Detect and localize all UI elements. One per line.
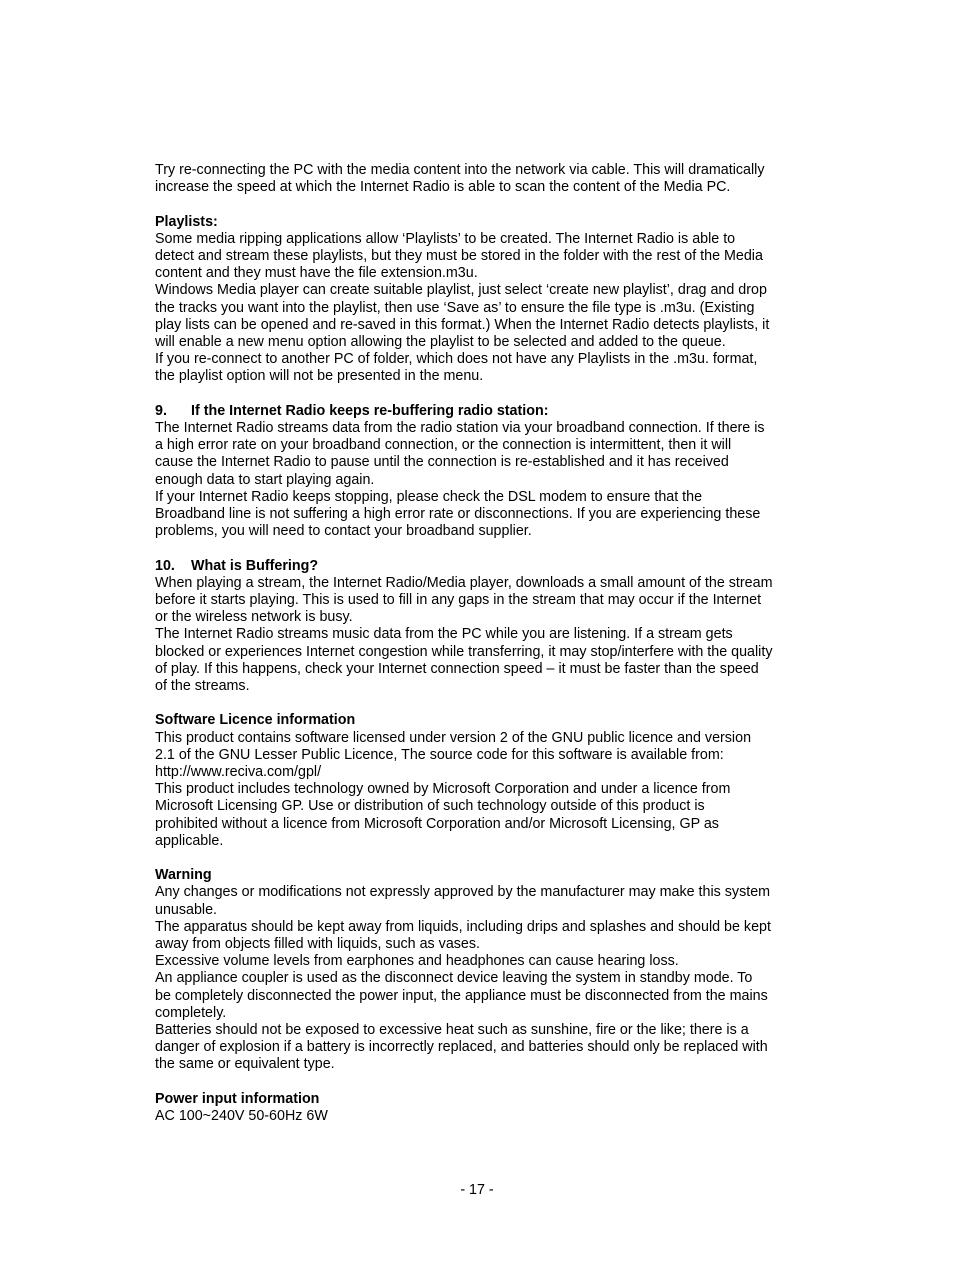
section-heading: Power input information — [155, 1090, 320, 1107]
section-heading — [155, 403, 805, 420]
page-body — [155, 162, 805, 1125]
text-line: An appliance coupler is used as the disconnect device leaving the system in standby mode. To — [155, 970, 753, 987]
text-line: enough data to start playing again. — [155, 471, 375, 488]
page-number: - 17 - — [460, 1182, 494, 1198]
text-line: a high error rate on your broadband connection, or the connection is intermittent, then it will — [155, 437, 732, 454]
section-number: 9. — [155, 402, 167, 419]
text-line: If your Internet Radio keeps stopping, please check the DSL modem to ensure that the — [155, 488, 703, 505]
section-heading: Software Licence information — [155, 712, 356, 729]
section-9 — [155, 403, 805, 541]
text-line: content and they must have the file extension.m3u. — [155, 265, 478, 282]
section-title: If the Internet Radio keeps re-buffering radio station: — [191, 402, 549, 419]
section-heading: Playlists: — [155, 213, 218, 230]
text-line: AC 100~240V 50-60Hz 6W — [155, 1108, 328, 1125]
text-line: unusable. — [155, 901, 218, 918]
text-line: The Internet Radio streams data from the radio station via your broadband connection. If there is — [155, 420, 765, 437]
text-line: The apparatus should be kept away from liquids, including drips and splashes and should be kept — [155, 918, 771, 935]
text-line: of play. If this happens, check your Internet connection speed – it must be faster than the speed — [155, 660, 759, 677]
text-line: the playlist option will not be presented in the menu. — [155, 368, 484, 385]
text-line: If you re-connect to another PC of folder, which does not have any Playlists in the .m3u. format, — [155, 351, 758, 368]
text-line: or the wireless network is busy. — [155, 609, 353, 626]
text-line: blocked or experiences Internet congestion while transferring, it may stop/interfere with the quality — [155, 643, 773, 660]
text-line: prohibited without a licence from Microsoft Corporation and/or Microsoft Licensing, GP as — [155, 815, 719, 832]
text-line: problems, you will need to contact your broadband supplier. — [155, 523, 532, 540]
text-line: before it starts playing. This is used to fill in any gaps in the stream that may occur if the Internet — [155, 592, 762, 609]
text-line: cause the Internet Radio to pause until the connection is re-established and it has received — [155, 454, 729, 471]
text-line: play lists can be opened and re-saved in this format.) When the Internet Radio detects playlists, it — [155, 316, 770, 333]
text-line: Any changes or modifications not expressly approved by the manufacturer may make this system — [155, 884, 771, 901]
text-line: Broadband line is not suffering a high error rate or disconnections. If you are experiencing these — [155, 506, 761, 523]
text-line: completely. — [155, 1004, 227, 1021]
text-line: This product includes technology owned by Microsoft Corporation and under a licence from — [155, 781, 731, 798]
section-number: 10. — [155, 557, 175, 574]
text-line: applicable. — [155, 832, 224, 849]
section-heading: Warning — [155, 867, 212, 884]
text-line: Try re-connecting the PC with the media content into the network via cable. This will dramatically — [155, 162, 765, 178]
intro-paragraph — [155, 162, 805, 196]
warning-section — [155, 867, 805, 1073]
text-line: be completely disconnected the power input, the appliance must be disconnected from the mains — [155, 987, 768, 1004]
playlists-section — [155, 214, 805, 386]
text-line: away from objects filled with liquids, such as vases. — [155, 936, 480, 953]
power-input-section — [155, 1091, 805, 1125]
text-line: the same or equivalent type. — [155, 1056, 335, 1073]
text-line: will enable a new menu option allowing the playlist to be selected and added to the queue. — [155, 334, 726, 351]
text-line: danger of explosion if a battery is incorrectly replaced, and batteries should only be replaced with — [155, 1039, 768, 1056]
gpl-url: http://www.reciva.com/gpl/ — [155, 764, 322, 781]
text-line: Some media ripping applications allow ‘Playlists’ to be created. The Internet Radio is able to — [155, 230, 736, 247]
section-10 — [155, 558, 805, 696]
text-line: This product contains software licensed under version 2 of the GNU public licence and version — [155, 729, 752, 746]
text-line: Batteries should not be exposed to excessive heat such as sunshine, fire or the like; there is a — [155, 1022, 749, 1039]
software-licence-section — [155, 712, 805, 850]
text-line: The Internet Radio streams music data from the PC while you are listening. If a stream gets — [155, 626, 733, 643]
text-line: the tracks you want into the playlist, then use ‘Save as’ to ensure the file type is .m3u. (Existing — [155, 299, 755, 316]
section-title: What is Buffering? — [191, 557, 319, 574]
text-line: 2.1 of the GNU Lesser Public Licence, The source code for this software is available from: — [155, 746, 724, 763]
text-line: When playing a stream, the Internet Radio/Media player, downloads a small amount of the stream — [155, 574, 773, 591]
section-heading — [155, 558, 805, 575]
text-line: Windows Media player can create suitable playlist, just select ‘create new playlist’, drag and drop — [155, 282, 767, 299]
text-line: detect and stream these playlists, but they must be stored in the folder with the rest of the Media — [155, 248, 763, 264]
text-line: Excessive volume levels from earphones and headphones can cause hearing loss. — [155, 953, 679, 970]
text-line: Microsoft Licensing GP. Use or distribution of such technology outside of this product is — [155, 798, 705, 815]
text-line: increase the speed at which the Internet Radio is able to scan the content of the Media PC. — [155, 179, 731, 196]
text-line: of the streams. — [155, 678, 250, 695]
